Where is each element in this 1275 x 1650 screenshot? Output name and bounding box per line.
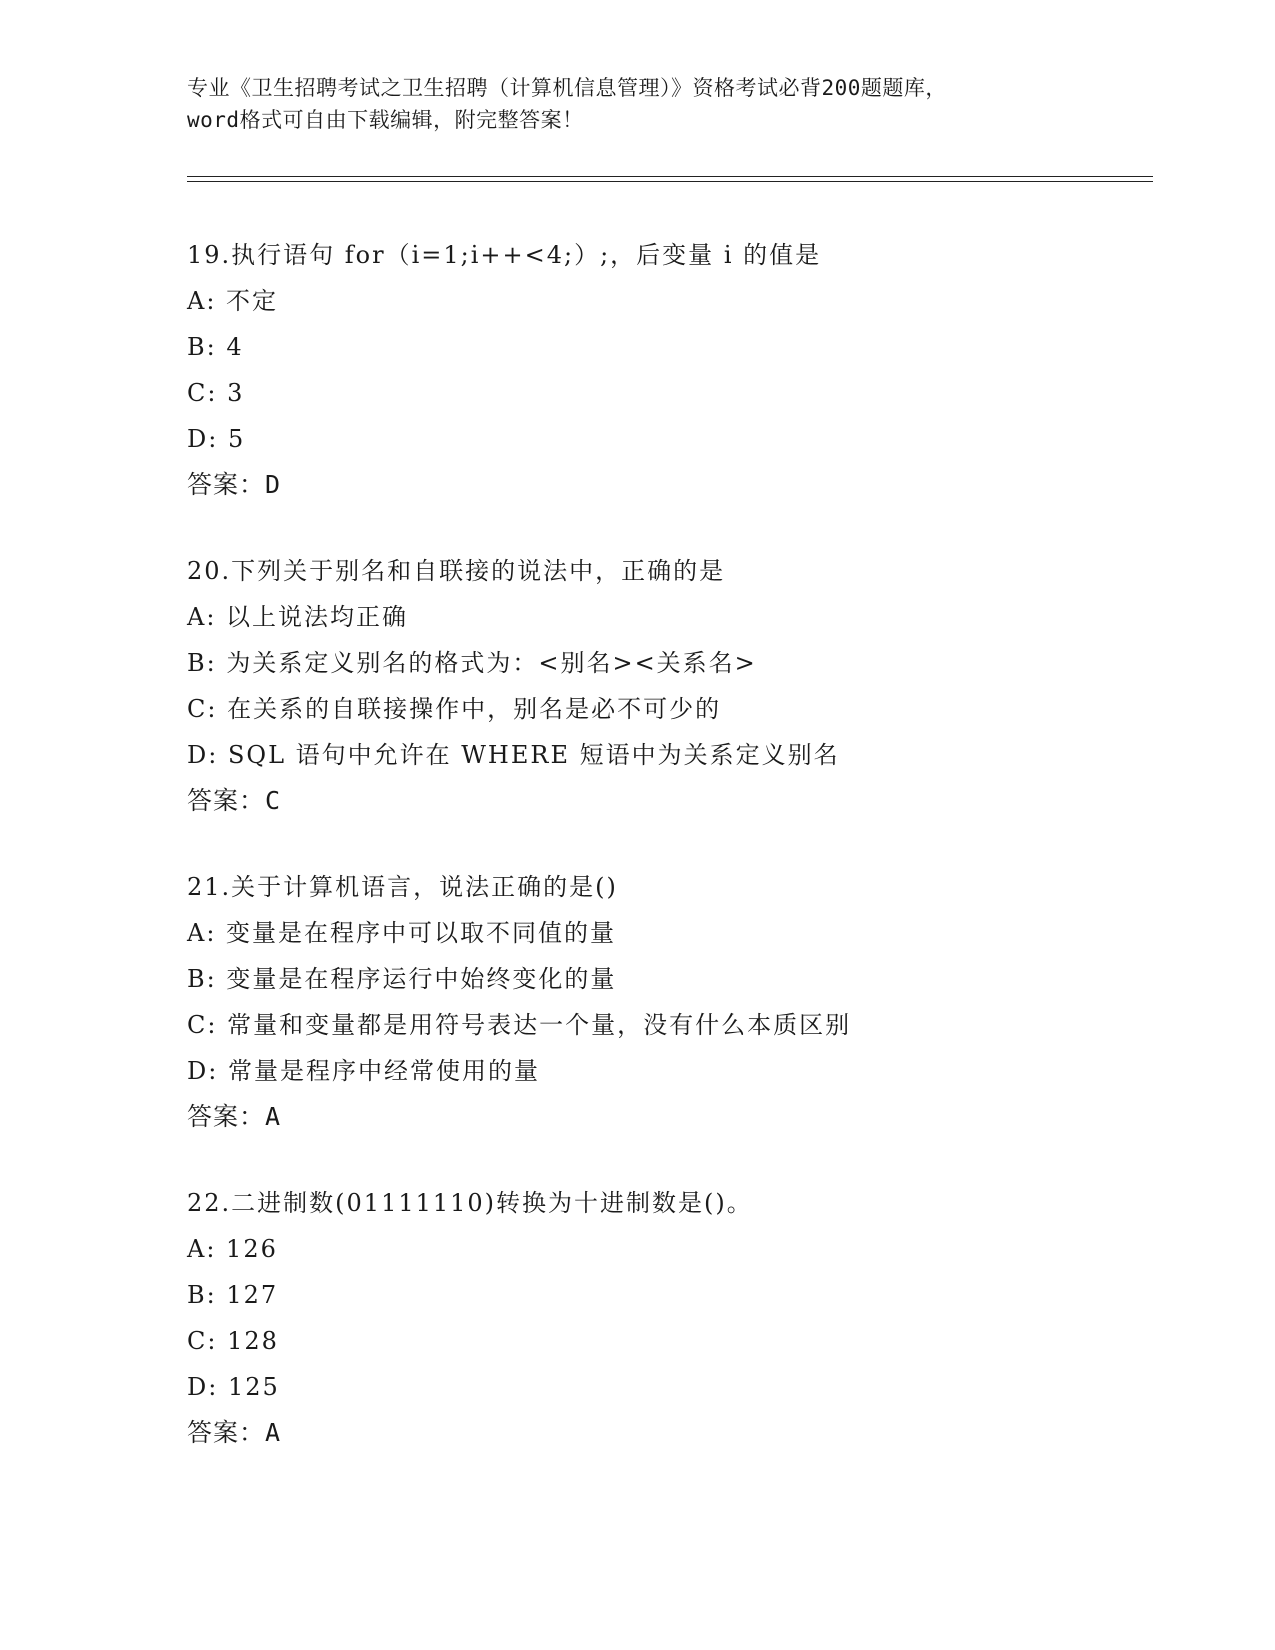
header-line-1: 专业《卫生招聘考试之卫生招聘（计算机信息管理）》资格考试必背200题题库， <box>187 76 947 100</box>
option-a: A: 以上说法均正确 <box>187 603 409 631</box>
question-stem: 22.二进制数(01111110)转换为十进制数是()。 <box>187 1189 753 1217</box>
option-c: C: 在关系的自联接操作中，别名是必不可少的 <box>187 695 722 723</box>
option-a: A: 不定 <box>187 287 279 315</box>
question-20 <box>187 548 1147 824</box>
answer: 答案：A <box>187 1102 282 1131</box>
option-c: C: 常量和变量都是用符号表达一个量，没有什么本质区别 <box>187 1011 852 1039</box>
option-b: B: 变量是在程序运行中始终变化的量 <box>187 965 617 993</box>
option-b: B: 4 <box>187 333 244 361</box>
option-d: D: 5 <box>187 425 246 453</box>
question-stem: 20.下列关于别名和自联接的说法中，正确的是 <box>187 557 726 585</box>
answer: 答案：A <box>187 1418 282 1447</box>
question-stem: 19.执行语句 for（i=1;i++<4;）;，后变量 i 的值是 <box>187 241 822 269</box>
option-d: D: 125 <box>187 1373 280 1401</box>
option-c: C: 3 <box>187 379 245 407</box>
document-header <box>187 72 1087 136</box>
answer: 答案：D <box>187 470 282 499</box>
option-d: D: SQL 语句中允许在 WHERE 短语中为关系定义别名 <box>187 741 840 769</box>
question-19 <box>187 232 1147 508</box>
option-b: B: 为关系定义别名的格式为：<别名><关系名> <box>187 649 757 677</box>
header-divider-top <box>187 176 1153 177</box>
option-b: B: 127 <box>187 1281 279 1309</box>
question-22 <box>187 1180 1147 1456</box>
header-line-2: word格式可自由下载编辑，附完整答案！ <box>187 108 584 132</box>
header-divider-bottom <box>187 181 1153 182</box>
option-c: C: 128 <box>187 1327 279 1355</box>
option-a: A: 126 <box>187 1235 278 1263</box>
option-d: D: 常量是程序中经常使用的量 <box>187 1057 540 1085</box>
question-stem: 21.关于计算机语言，说法正确的是() <box>187 873 618 901</box>
question-21 <box>187 864 1147 1140</box>
option-a: A: 变量是在程序中可以取不同值的量 <box>187 919 617 947</box>
answer: 答案：C <box>187 786 282 815</box>
